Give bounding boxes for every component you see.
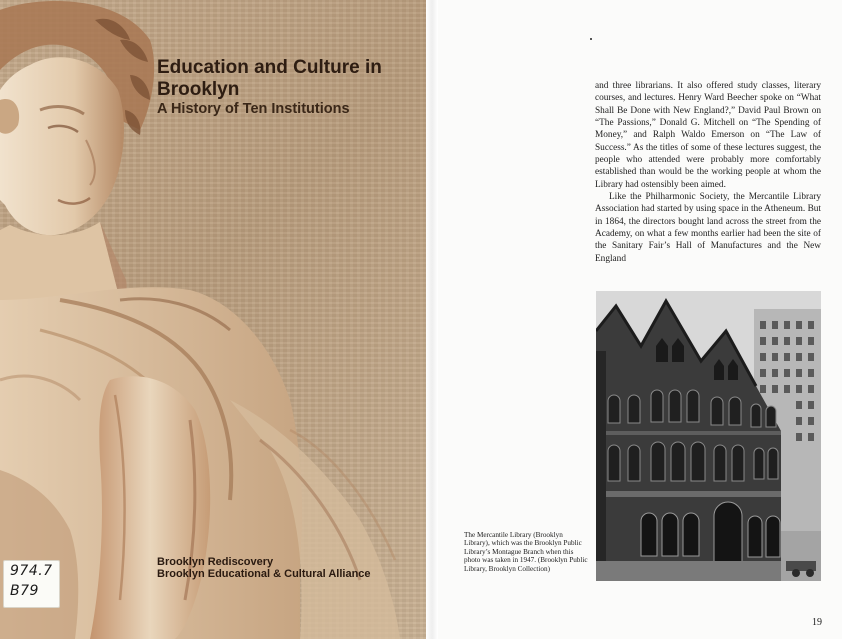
book-page	[438, 0, 842, 639]
print-mark	[590, 38, 592, 40]
page-body-text	[595, 80, 821, 265]
cover-title: Education and Culture in Brooklyn	[157, 57, 382, 100]
book-gutter	[426, 0, 438, 639]
building-photo-illustration	[596, 291, 821, 581]
photo-caption: The Mercantile Library (Brooklyn Library), which was the Brooklyn Public Library’s Montague Branch when this photo was taken in 1947. (Brooklyn Public Library, Brooklyn Collection)	[464, 531, 588, 573]
library-call-number-label	[3, 560, 60, 608]
publisher-organization: Brooklyn Educational & Cultural Alliance	[157, 568, 371, 580]
cover-subtitle: A History of Ten Institutions	[157, 101, 350, 117]
call-number-line-1: 974.7	[10, 563, 53, 579]
publisher-series: Brooklyn Rediscovery	[157, 556, 274, 568]
mercantile-library-photo	[596, 291, 821, 581]
paragraph: and three librarians. It also offered study classes, literary courses, and lectures. Henry Ward Beecher spoke on “What Shall Be Done with New England?,” David Paul Brown on “The Passions,” Donald G. Mitchell on “The Spending of Money,” and Ralph Waldo Emerson on “The Law of Success.” As the titles of some of these lectures suggest, the people who attended were probably more comfortably established than would be the working people at whom the Library had ostensibly been aimed.	[595, 81, 821, 190]
page-number: 19	[812, 617, 822, 628]
paragraph: Like the Philharmonic Society, the Mercantile Library Association had started by using space in the Atheneum. But in 1864, the directors bought land across the street from the Academy, on what a few months earlier had been the site of the Sanitary Fair’s Hall of Manufactures and the New England	[595, 192, 821, 264]
call-number-line-2: B79	[10, 583, 39, 599]
